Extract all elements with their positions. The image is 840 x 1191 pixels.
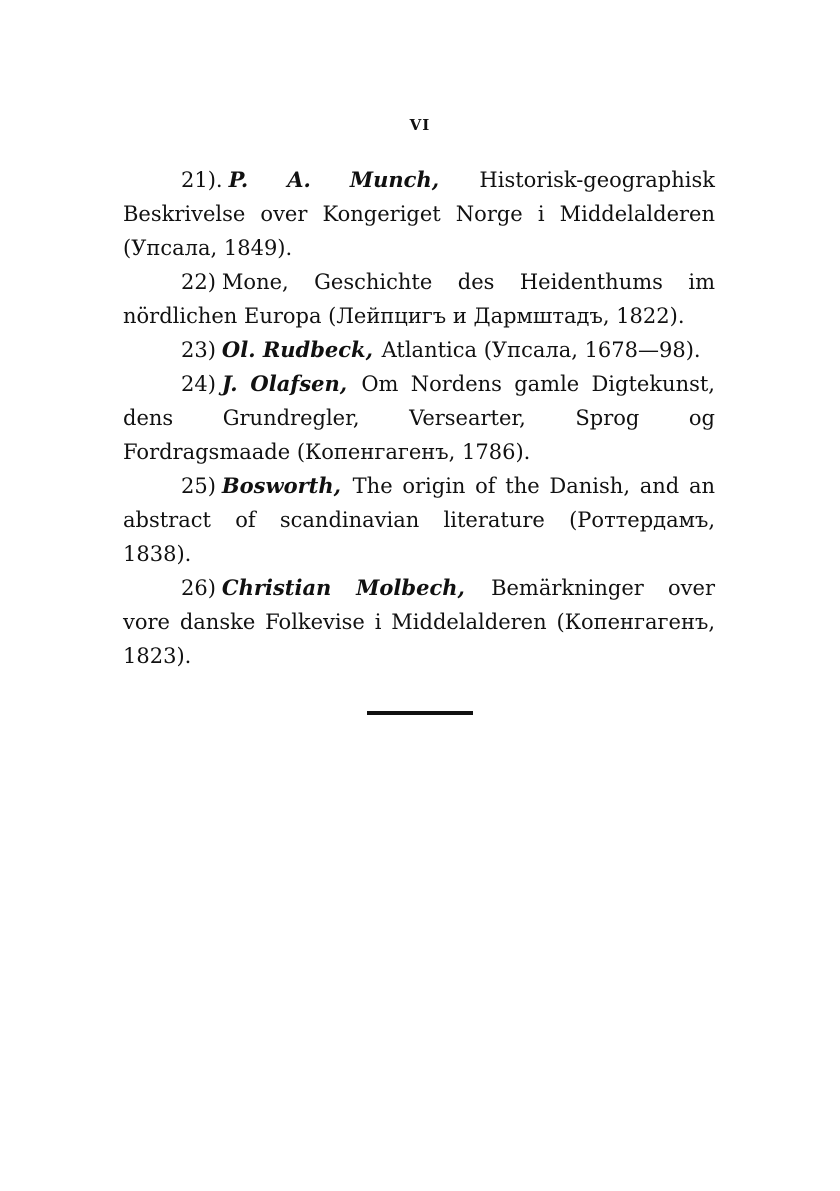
entry-author: J. Olafsen,: [221, 371, 348, 396]
entry-text: Atlantica (Упсала, 1678—98).: [381, 338, 701, 362]
end-rule-divider: [367, 711, 473, 715]
bibliography-entry-24: [123, 367, 715, 469]
bibliography-entry-25: [123, 469, 715, 571]
bibliography-entry-23: [123, 333, 715, 367]
entry-author: Ol. Rudbeck,: [221, 337, 373, 362]
entry-author: Christian Molbech,: [221, 575, 465, 600]
bibliography-entry-22: [123, 265, 715, 333]
entry-text: The origin of the Danish, and an abstract of scandinavian literature (Роттердамъ, 1838).: [123, 474, 715, 566]
entry-number: 21).: [181, 168, 223, 192]
entry-text: Mone, Geschichte des Heidenthums im nördlichen Europa (Лейпцигъ и Дармштадъ, 1822).: [123, 270, 715, 328]
bibliography-entry-26: [123, 571, 715, 673]
entry-text: Om Nordens gamle Digtekunst, dens Grundregler, Versearter, Sprog og Fordragsmaade (Копенгагенъ, 1786).: [123, 372, 715, 464]
bibliography-list: [123, 163, 715, 673]
entry-text: Bemärkninger over vore danske Folkevise i Middelalderen (Копенгагенъ, 1823).: [123, 576, 715, 668]
entry-number: 25): [181, 474, 216, 498]
entry-text: Historisk-geographisk Beskrivelse over Kongeriget Norge i Middelalderen (Упсала, 1849).: [123, 168, 715, 260]
entry-author: Bosworth,: [221, 473, 341, 498]
entry-number: 24): [181, 372, 216, 396]
entry-number: 23): [181, 338, 216, 362]
entry-author: P. A. Munch,: [228, 167, 440, 192]
bibliography-entry-21: [123, 163, 715, 265]
entry-number: 22): [181, 270, 216, 294]
page-number: VI: [409, 116, 431, 134]
entry-number: 26): [181, 576, 216, 600]
